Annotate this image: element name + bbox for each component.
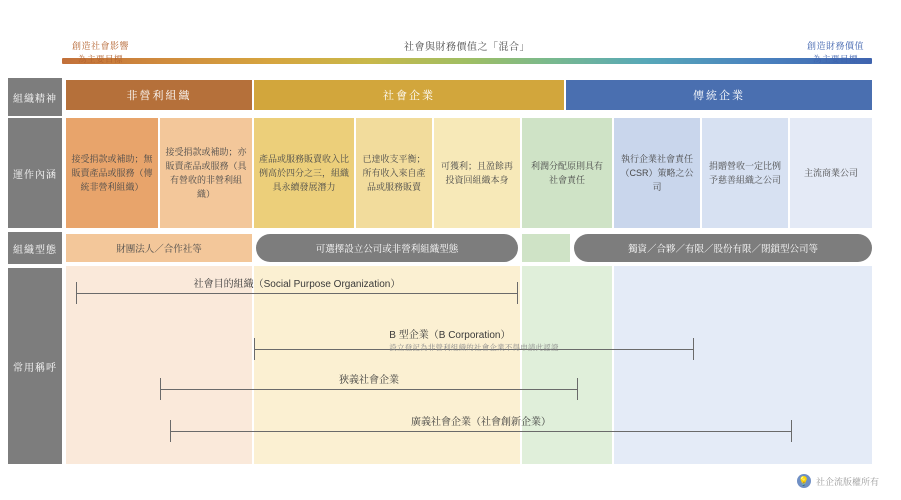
operation-cell-8: 捐贈營收一定比例予慈善組織之公司 [702, 118, 788, 228]
value-spectrum-header [62, 40, 872, 68]
bracket-label-text: 廣義社會企業（社會創新企業） [411, 417, 551, 428]
bracket-line [160, 389, 578, 390]
row-label-naming: 常用稱呼 [8, 268, 62, 464]
org-type-traditional-business: 獨資／合夥／有限／股份有限／閉鎖型公司等 [574, 234, 872, 262]
header-nonprofit: 非營利組織 [66, 80, 252, 110]
row-label-operation: 運作內涵 [8, 118, 62, 228]
bracket-cap-left [170, 420, 171, 442]
bracket-label [405, 413, 557, 428]
lightbulb-icon: 💡 [797, 474, 811, 488]
left-spectrum-subtitle: 為主要目標 [78, 54, 124, 64]
bracket-cap-left [160, 378, 161, 400]
bracket-label [188, 275, 407, 290]
header-social-enterprise: 社會企業 [254, 80, 564, 110]
operation-cell-3: 產品或服務販賣收入比例高於四分之三，組織具永續發展潛力 [254, 118, 354, 228]
operation-cell-9: 主流商業公司 [790, 118, 872, 228]
left-spectrum-title: 創造社會影響 [72, 41, 130, 51]
value-gradient-bar [62, 58, 872, 64]
bracket-line [170, 431, 792, 432]
org-type-spacer [522, 234, 570, 262]
bracket-cap-right [791, 420, 792, 442]
bracket-cap-right [577, 378, 578, 400]
left-spectrum-label [72, 40, 129, 65]
operation-cell-6: 利潤分配原則具有社會責任 [522, 118, 612, 228]
center-spectrum-label: 社會與財務價值之「混合」 [396, 42, 538, 54]
right-spectrum-subtitle: 為主要目標 [812, 54, 858, 64]
bracket-label-text: 社會目的組織（Social Purpose Organization） [193, 279, 401, 290]
bracket-narrow-social-enterprise [160, 375, 578, 400]
bracket-cap-left [254, 338, 255, 360]
operation-cell-5: 可獲利；且盈餘再投資回組織本身 [434, 118, 520, 228]
header-traditional-business: 傳統企業 [566, 80, 872, 110]
bracket-label [383, 326, 564, 353]
bracket-broad-social-enterprise [170, 417, 792, 442]
right-spectrum-title: 創造財務價值 [806, 41, 864, 51]
watermark [797, 474, 879, 488]
bracket-social-purpose-organization [76, 279, 518, 304]
bracket-b-corporation [254, 330, 694, 360]
bracket-label [333, 371, 405, 386]
right-spectrum-label [807, 40, 864, 65]
bracket-cap-right [693, 338, 694, 360]
bracket-label-text: B 型企業（B Corporation） [389, 330, 511, 341]
operation-cell-1: 接受捐款或補助；無販賣產品或服務（傳統非營利組織） [66, 118, 158, 228]
bracket-label-text: 狹義社會企業 [339, 375, 399, 386]
bracket-cap-right [517, 282, 518, 304]
operation-cell-2: 接受捐款或補助；亦販賣產品或服務（具有營收的非營利組織） [160, 118, 252, 228]
bracket-line [76, 293, 518, 294]
operation-cell-4: 已達收支平衡；所有收入來自產品或服務販賣 [356, 118, 432, 228]
org-type-social-enterprise: 可選擇設立公司或非營利組織型態 [256, 234, 518, 262]
watermark-text: 社企流版權所有 [815, 476, 879, 487]
row-label-org-type: 組織型態 [8, 232, 62, 264]
row-label-spirit: 組織精神 [8, 78, 62, 116]
operation-cell-7: 執行企業社會責任（CSR）策略之公司 [614, 118, 700, 228]
org-type-nonprofit: 財團法人／合作社等 [66, 234, 252, 262]
bracket-label-note: 設立登記為非營利組織的社會企業不得申請此認證 [389, 343, 559, 352]
bracket-cap-left [76, 282, 77, 304]
